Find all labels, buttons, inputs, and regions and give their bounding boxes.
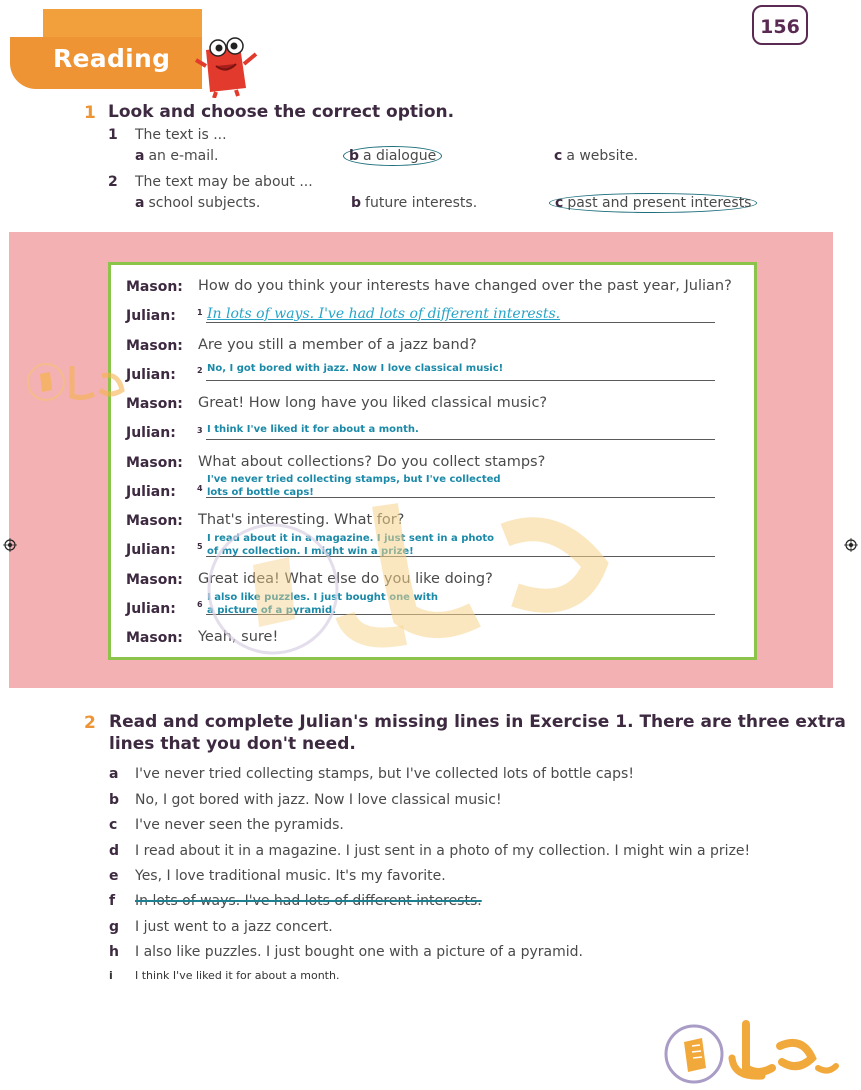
watermark-logo-icon: [662, 1018, 842, 1086]
speaker-label: Julian:: [126, 542, 176, 558]
answer-line: [206, 439, 715, 440]
dialogue-line: Yeah, sure!: [198, 629, 279, 645]
item-text: Yes, I love traditional music. It's my favorite.: [135, 868, 446, 884]
item-letter: a: [109, 766, 119, 782]
exercise-title: Look and choose the correct option.: [108, 102, 455, 122]
answer-number: 2: [197, 366, 203, 375]
speaker-label: Julian:: [126, 308, 176, 324]
section-title: Reading: [53, 44, 171, 73]
page-number: 156: [752, 5, 808, 45]
item-letter: h: [109, 944, 119, 960]
mascot-icon: [188, 36, 264, 98]
answer-text[interactable]: I've never tried collecting stamps, but I've collected lots of bottle caps!: [207, 474, 501, 498]
option-b[interactable]: b future interests.: [351, 195, 478, 211]
option-a[interactable]: a an e-mail.: [135, 148, 219, 164]
question-number: 1: [108, 127, 118, 143]
item-text: I just went to a jazz concert.: [135, 919, 333, 935]
speaker-label: Mason:: [126, 513, 183, 529]
speaker-label: Julian:: [126, 484, 176, 500]
dialogue-line: Are you still a member of a jazz band?: [198, 337, 477, 353]
option-c[interactable]: c a website.: [554, 148, 639, 164]
option-a[interactable]: a school subjects.: [135, 195, 261, 211]
speaker-label: Julian:: [126, 367, 176, 383]
exercise-number: 2: [84, 713, 96, 733]
dialogue-line: What about collections? Do you collect stamps?: [198, 454, 546, 470]
item-text: I think I've liked it for about a month.: [135, 969, 340, 982]
answer-line: [206, 556, 715, 557]
speaker-label: Julian:: [126, 425, 176, 441]
item-text-crossed-out: In lots of ways. I've had lots of different interests.: [135, 893, 482, 909]
item-text: I also like puzzles. I just bought one with a picture of a pyramid.: [135, 944, 583, 960]
dialogue-line: Great! How long have you liked classical music?: [198, 395, 548, 411]
registration-mark-icon: [844, 538, 858, 552]
question-text: The text may be about ...: [135, 174, 313, 190]
answer-number: 4: [197, 484, 203, 493]
exercise-title: Read and complete Julian's missing lines in Exercise 1. There are three extra lines that you don't need.: [109, 712, 846, 754]
answer-line: [206, 614, 715, 615]
question-number: 2: [108, 174, 118, 190]
item-letter: f: [109, 893, 116, 909]
dialogue-line: How do you think your interests have changed over the past year, Julian?: [198, 278, 732, 294]
item-text: I read about it in a magazine. I just sent in a photo of my collection. I might win a prize!: [135, 843, 751, 859]
exercise-number: 1: [84, 103, 96, 123]
speaker-label: Mason:: [126, 455, 183, 471]
speaker-label: Mason:: [126, 279, 183, 295]
answer-number: 6: [197, 600, 203, 609]
option-c-selected[interactable]: c past and present interests: [556, 195, 757, 211]
item-letter: i: [109, 969, 113, 982]
answer-number: 3: [197, 426, 203, 435]
answer-line: [206, 322, 715, 323]
speaker-label: Julian:: [126, 601, 176, 617]
dialogue-line: That's interesting. What for?: [198, 512, 405, 528]
answer-number: 1: [197, 308, 203, 317]
answer-text[interactable]: I think I've liked it for about a month.: [207, 424, 419, 435]
answer-line: [206, 497, 715, 498]
item-letter: g: [109, 919, 120, 935]
item-letter: b: [109, 792, 120, 808]
speaker-label: Mason:: [126, 630, 183, 646]
item-letter: e: [109, 868, 119, 884]
item-letter: c: [109, 817, 118, 833]
answer-text[interactable]: In lots of ways. I've had lots of different interests.: [207, 306, 561, 322]
answer-line: [206, 380, 715, 381]
answer-text[interactable]: I also like puzzles. I just bought one with a picture of a pyramid.: [207, 592, 439, 616]
question-text: The text is ...: [135, 127, 227, 143]
registration-mark-icon: [3, 538, 17, 552]
answer-text[interactable]: No, I got bored with jazz. Now I love classical music!: [207, 363, 504, 374]
dialogue-line: Great idea! What else do you like doing?: [198, 571, 493, 587]
item-letter: d: [109, 843, 120, 859]
item-text: I've never tried collecting stamps, but I've collected lots of bottle caps!: [135, 766, 634, 782]
answer-number: 5: [197, 542, 203, 551]
speaker-label: Mason:: [126, 396, 183, 412]
item-text: I've never seen the pyramids.: [135, 817, 344, 833]
answer-text[interactable]: I read about it in a magazine. I just sent in a photo of my collection. I might win a prize!: [207, 533, 495, 557]
speaker-label: Mason:: [126, 338, 183, 354]
speaker-label: Mason:: [126, 572, 183, 588]
option-b-selected[interactable]: b a dialogue: [350, 148, 442, 164]
item-text: No, I got bored with jazz. Now I love classical music!: [135, 792, 502, 808]
